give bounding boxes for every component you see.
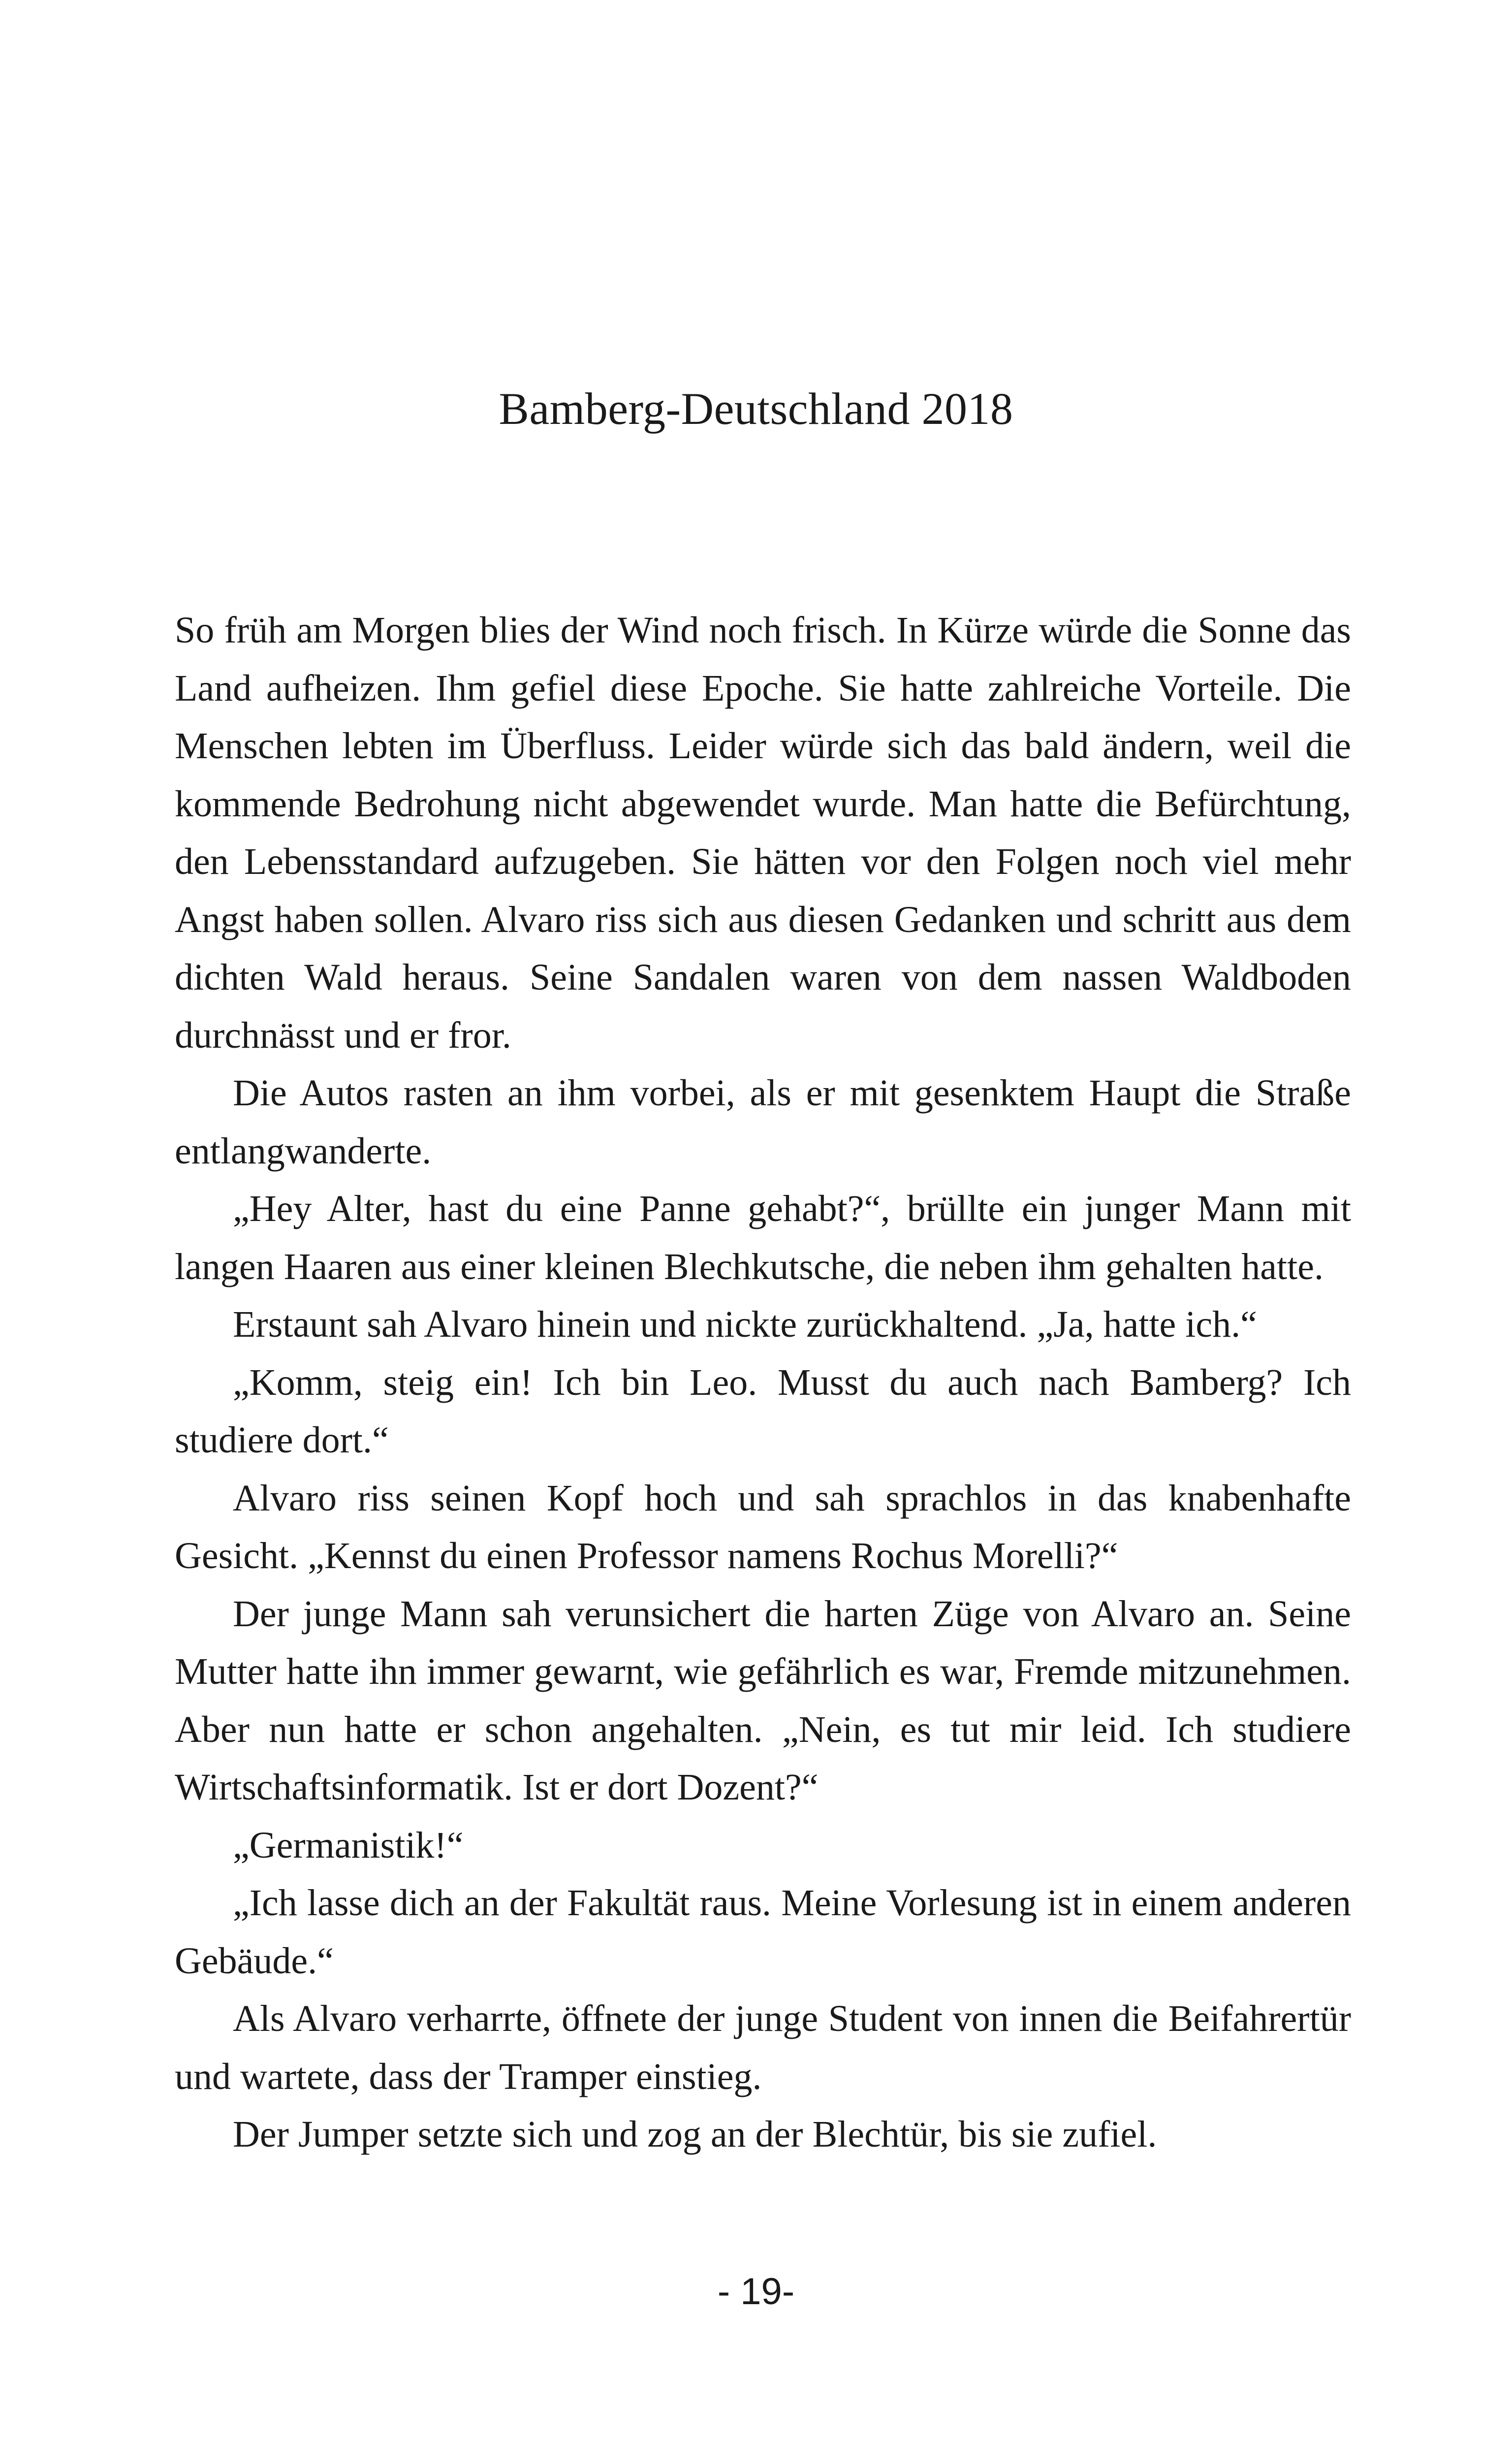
paragraph: „Hey Alter, hast du eine Panne gehabt?“, brüllte ein junger Mann mit langen Haaren aus einer kleinen Blechkutsche, die neben ihm gehalten hatte. — [175, 1188, 1351, 1287]
page-number: - 19- — [717, 2271, 795, 2313]
paragraph: Die Autos rasten an ihm vorbei, als er mit gesenktem Haupt die Straße entlangwanderte. — [175, 1072, 1351, 1172]
paragraph: „Ich lasse dich an der Fakultät raus. Meine Vorlesung ist in einem anderen Gebäude.“ — [175, 1882, 1351, 1982]
body-text — [175, 602, 1351, 2164]
paragraph: So früh am Morgen blies der Wind noch frisch. In Kürze würde die Sonne das Land aufheizen. Ihm gefiel diese Epoche. Sie hatte zahlreiche Vorteile. Die Menschen lebten im Überfluss. Leider würde sich das bald ändern, weil die kommende Bedrohung nicht abgewendet wurde. Man hatte die Befürchtung, den Lebensstandard aufzugeben. Sie hätten vor den Folgen noch viel mehr Angst haben sollen. Alvaro riss sich aus diesen Gedanken und schritt aus dem dichten Wald heraus. Seine Sandalen waren von dem nassen Waldboden durchnässt und er fror. — [175, 610, 1351, 1056]
paragraph: Erstaunt sah Alvaro hinein und nickte zurückhaltend. „Ja, hatte ich.“ — [233, 1304, 1257, 1345]
paragraph: Alvaro riss seinen Kopf hoch und sah sprachlos in das knabenhafte Gesicht. „Kennst du einen Professor namens Rochus Morelli?“ — [175, 1477, 1351, 1576]
paragraph: „Komm, steig ein! Ich bin Leo. Musst du auch nach Bamberg? Ich studiere dort.“ — [175, 1361, 1351, 1461]
paragraph: Der Jumper setzte sich und zog an der Blechtür, bis sie zufiel. — [233, 2114, 1157, 2155]
paragraph: Als Alvaro verharrte, öffnete der junge Student von innen die Beifahrertür und wartete, dass der Tramper einstieg. — [175, 1998, 1351, 2097]
paragraph: „Germanistik!“ — [233, 1824, 464, 1866]
chapter-title: Bamberg-Deutschland 2018 — [499, 384, 1013, 434]
paragraph: Der junge Mann sah verunsichert die harten Züge von Alvaro an. Seine Mutter hatte ihn immer gewarnt, wie gefährlich es war, Fremde mitzunehmen. Aber nun hatte er schon angehalten. „Nein, es tut mir leid. Ich studiere Wirtschaftsinformatik. Ist er dort Dozent?“ — [175, 1593, 1351, 1808]
